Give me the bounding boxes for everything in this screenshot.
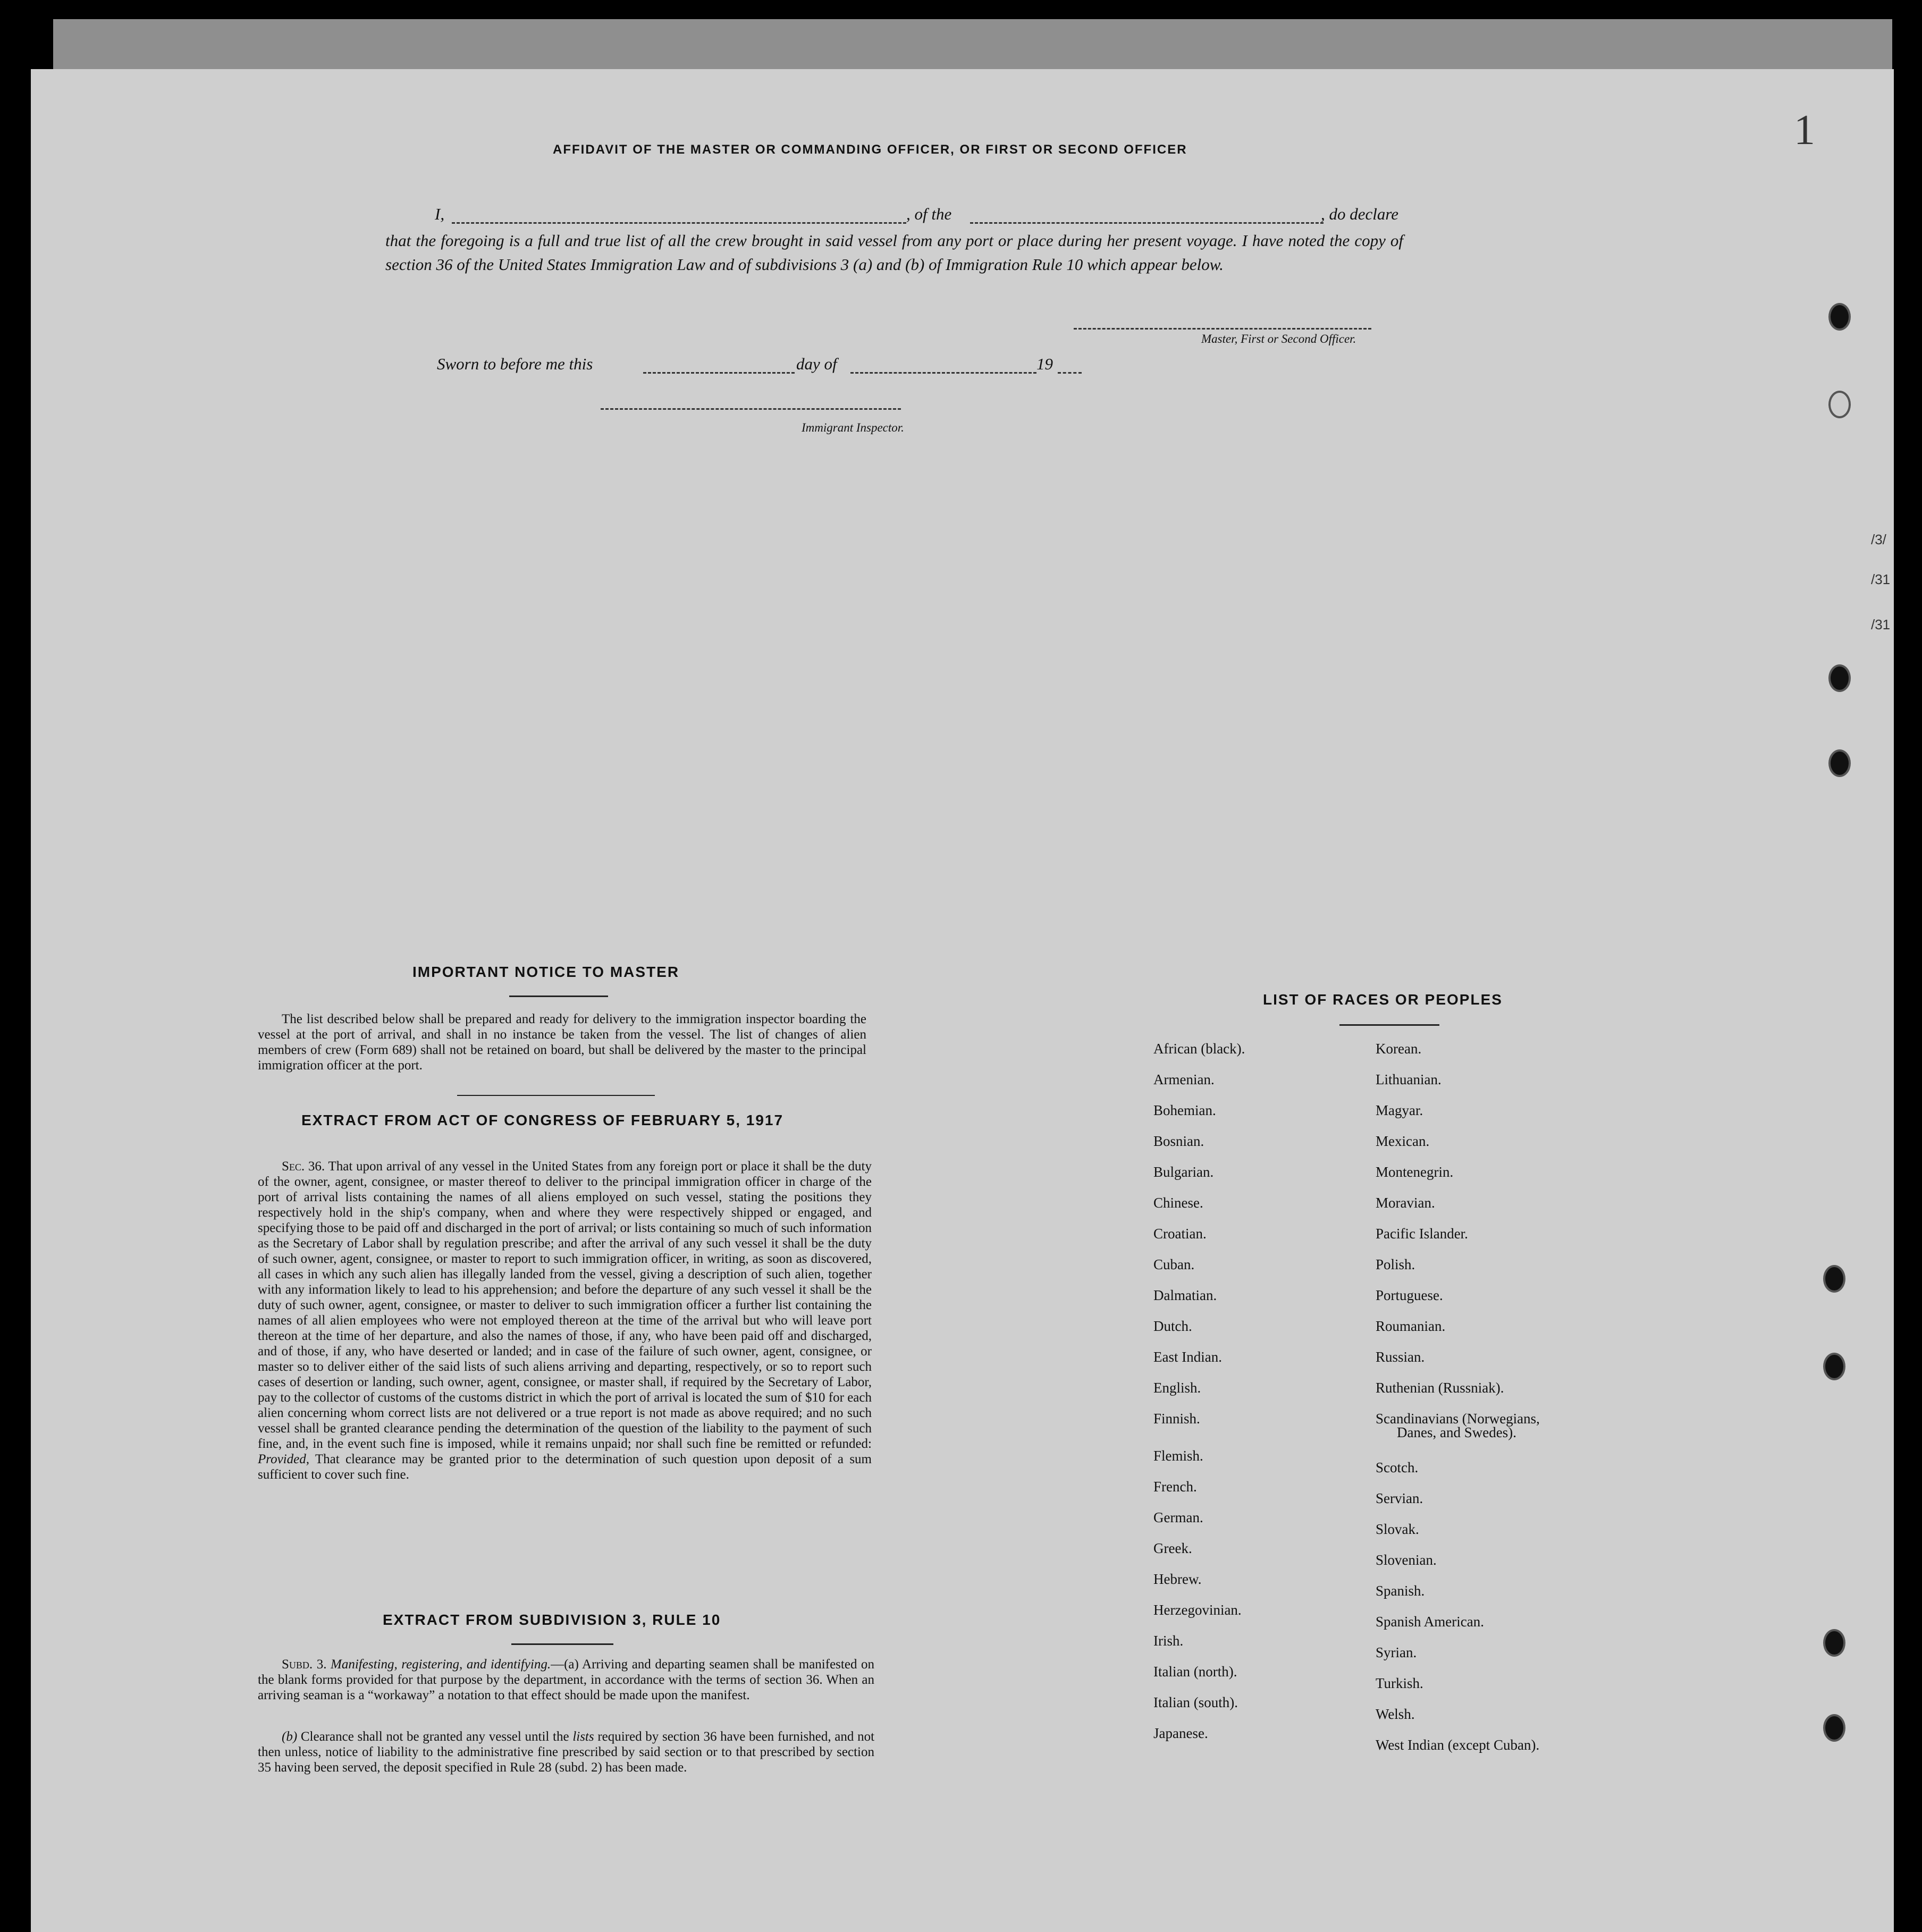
rule-extract-title: EXTRACT FROM SUBDIVISION 3, RULE 10 [383,1612,721,1628]
race-item: Roumanian. [1376,1318,1446,1334]
race-item: Bohemian. [1153,1102,1216,1118]
rule-a-text: Arriving and departing seamen shall be manifested on the blank forms provided for that purpose by the department, in accordance with the terms of section 36. When an arriving seaman is a “workaway” a notation to that effect should be made upon the manifest. [258,1657,875,1702]
race-item: Dalmatian. [1153,1287,1217,1303]
act-proviso-label: Provided, [258,1452,309,1466]
race-item: Spanish American. [1376,1614,1484,1630]
race-item: East Indian. [1153,1349,1222,1365]
race-item: Pacific Islander. [1376,1226,1468,1242]
races-title: LIST OF RACES OR PEOPLES [1263,991,1503,1008]
act-proviso-text: That clearance may be granted prior to the determination of such question upon deposit of a sum sufficient to cover such fine. [258,1452,872,1482]
race-item: Portuguese. [1376,1287,1443,1303]
act-extract-text [258,1159,872,1482]
inspector-label: Immigrant Inspector. [802,421,904,434]
race-item: French. [1153,1479,1197,1495]
race-item: Scotch. [1376,1459,1419,1475]
race-item: Armenian. [1153,1072,1215,1087]
race-item: Polish. [1376,1256,1415,1272]
act-section-label: Sec. 36. [282,1159,325,1174]
race-item: Bosnian. [1153,1133,1204,1149]
race-item: Spanish. [1376,1583,1425,1599]
rule-b-text-1: Clearance shall not be granted any vessel until the [300,1729,569,1744]
act-extract-title: EXTRACT FROM ACT OF CONGRESS OF FEBRUARY 5, 1917 [301,1112,784,1128]
affidavit-declare: , do declare [1321,205,1399,223]
notice-text: The list described below shall be prepared and ready for delivery to the immigration inspector boarding the vessel at the port of arrival, and shall in no instance be taken from the vessel. The list of changes of alien members of crew (Form 689) shall not be retained on board, but shall be delivered by the master to the principal immigration officer at the port. [258,1012,866,1073]
rule-extract-title-rule [511,1643,613,1645]
notice-separator-rule [457,1095,655,1096]
year-blank [1058,372,1082,374]
punch-hole [1823,1353,1845,1380]
race-item: Greek. [1153,1540,1192,1556]
rule-extract-subd-b [258,1729,874,1775]
punch-hole [1823,1714,1845,1742]
race-item: Scandinavians (Norwegians, [1376,1411,1540,1427]
vessel-blank [970,222,1324,224]
race-item: Cuban. [1153,1256,1195,1272]
race-item: Magyar. [1376,1102,1423,1118]
race-item: Turkish. [1376,1675,1423,1691]
race-item: Herzegovinian. [1153,1602,1242,1618]
sworn-month-blank [850,372,1036,374]
margin-mark: /31 [1871,571,1891,587]
race-item: Slovenian. [1376,1552,1437,1568]
punch-hole [1828,303,1851,331]
top-paper-edge [53,19,1892,74]
race-item: Flemish. [1153,1448,1203,1464]
act-section-text: That upon arrival of any vessel in the United States from any foreign port or place it shall be the duty of the owner, agent, consignee, or master thereof to deliver to the principal immigration officer in charge of the port of arrival lists containing the names of all aliens employed on such vessel, stating the positions they respectively hold in the ship's company, when and where they were respectively shipped or engaged, and specifying those to be paid off and discharged in the port of arrival; or lists containing so much of such information as the Secretary of Labor shall by regulation prescribe; and after the arrival of any such vessel it shall be the duty of such owner, agent, consignee, or master to report to such immigration officer, in writing, as soon as discovered, all cases in which any such alien has illegally landed from the vessel, giving a description of such alien, together with any information likely to lead to his apprehension; and before the departure of any such vessel it shall be the duty of such owner, agent, consignee, or master to deliver to such immigration officer a further list containing the names of all alien employees who were not employed thereon at the time of the arrival but who will leave port thereon at the time of her departure, and also the names of those, if any, who have been paid off and discharged, and of those, if any, who have deserted or landed; and in case of the failure of such owner, agent, consignee, or master so to deliver either of the said lists of such aliens arriving and departing, respectively, or so to report such cases of desertion or landing, such owner, agent, consignee, or master shall, if required by the Secretary of Labor, pay to the collector of customs of the customs district in which the port of arrival is located the sum of $10 for each alien concerning whom correct lists are not delivered or a true report is not made as above required; and no such vessel shall be granted clearance pending the determination of the question of the liability to the payment of such fine, and, in the event such fine is imposed, while it remains unpaid; nor shall such fine be remitted or refunded: [258,1159,872,1451]
rule-extract-subd-a [258,1657,874,1703]
notice-title: IMPORTANT NOTICE TO MASTER [412,964,680,980]
race-item: Montenegrin. [1376,1164,1454,1180]
race-item: Danes, and Swedes). [1397,1424,1516,1440]
race-item: German. [1153,1509,1203,1525]
race-item: Hebrew. [1153,1571,1202,1587]
race-item: Japanese. [1153,1725,1208,1741]
race-item: Lithuanian. [1376,1072,1441,1087]
margin-mark: /3/ [1871,531,1886,547]
day-of-label: day of [796,355,837,373]
race-item: Irish. [1153,1633,1184,1649]
race-item: Dutch. [1153,1318,1192,1334]
race-item: West Indian (except Cuban). [1376,1737,1540,1753]
race-item: English. [1153,1380,1201,1396]
race-item: Finnish. [1153,1411,1200,1427]
race-item: Syrian. [1376,1644,1417,1660]
race-item: Welsh. [1376,1706,1415,1722]
punch-hole [1828,664,1851,692]
punch-hole [1823,1265,1845,1293]
punch-hole [1828,391,1851,418]
sworn-day-blank [643,372,795,374]
inspector-signature-line [601,408,901,410]
year-prefix: 19 [1036,355,1053,373]
affidavit-title: AFFIDAVIT OF THE MASTER OR COMMANDING OFFICER, OR FIRST OR SECOND OFFICER [553,142,1187,157]
race-item: Korean. [1376,1041,1422,1057]
rule-a-label: —(a) [551,1657,579,1672]
rule-subd-label: Subd. 3. [282,1657,327,1672]
race-item: Mexican. [1376,1133,1430,1149]
affidavit-i: I, [435,205,445,223]
punch-hole [1828,749,1851,777]
race-item: Bulgarian. [1153,1164,1214,1180]
race-item: Croatian. [1153,1226,1207,1242]
race-item: African (black). [1153,1041,1245,1057]
race-item: Italian (north). [1153,1664,1237,1680]
affidavit-paragraph: that the foregoing is a full and true list of all the crew brought in said vessel from any port or place during her present voyage. I have noted the copy of section 36 of the United States Immigration Law and of subdivisions 3 (a) and (b) of Immigration Rule 10 which appear below. [385,231,1403,274]
race-item: Slovak. [1376,1521,1419,1537]
name-blank [452,222,906,224]
corner-page-number: 1 [1794,107,1815,154]
sworn-label: Sworn to before me this [437,355,593,373]
race-item: Chinese. [1153,1195,1203,1211]
master-signature-line [1074,328,1371,330]
margin-mark: /31 [1871,617,1891,632]
races-title-rule [1339,1024,1439,1026]
race-item: Moravian. [1376,1195,1435,1211]
master-signature-label: Master, First or Second Officer. [1201,332,1356,345]
rule-b-lists: lists [572,1729,594,1744]
rule-b-label: (b) [282,1729,298,1744]
punch-hole [1823,1629,1845,1657]
affidavit-of-the: , of the [906,205,952,223]
race-item: Ruthenian (Russniak). [1376,1380,1504,1396]
rule-subd-heading: Manifesting, registering, and identifying. [331,1657,551,1672]
race-item: Servian. [1376,1490,1423,1506]
notice-title-rule [509,995,608,997]
race-item: Russian. [1376,1349,1425,1365]
manifest-page [31,69,1894,1932]
rule-b-text-2: required by section 36 have been furnished, and not then unless, notice of liability to the administrative fine prescribed by said section or to that prescribed by section 35 having been served, the deposit specified in Rule 28 (subd. 2) has been made. [258,1729,875,1775]
race-item: Italian (south). [1153,1694,1238,1710]
